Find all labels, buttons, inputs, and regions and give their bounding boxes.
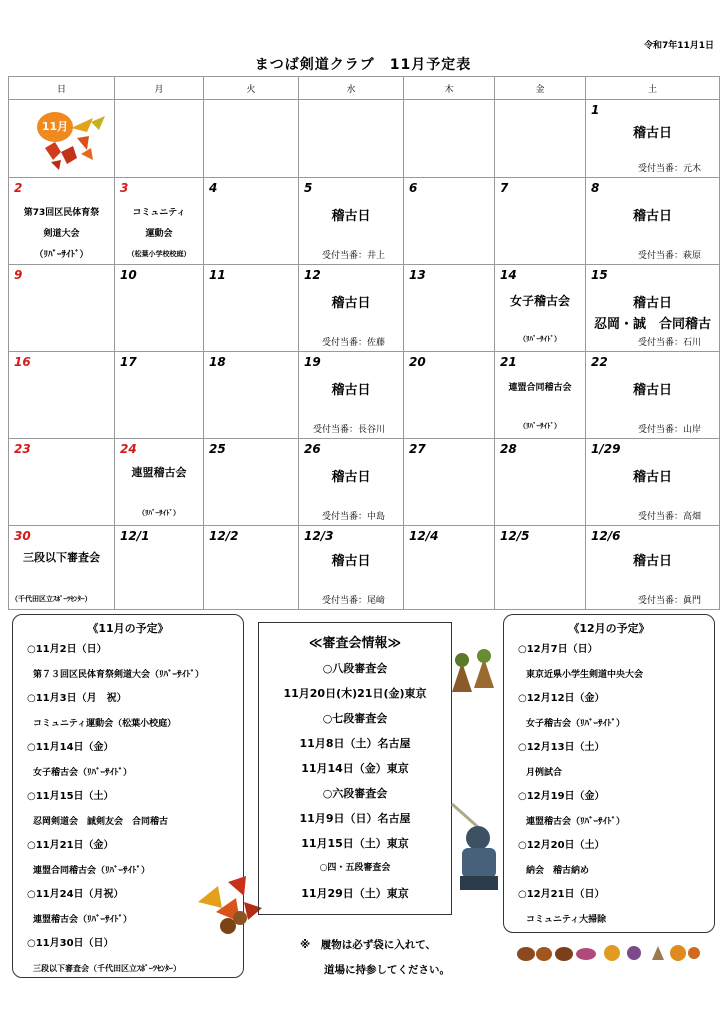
day-number: 27: [409, 442, 426, 456]
day-number: 4: [209, 181, 218, 195]
calendar-cell: [204, 265, 299, 352]
event-sub-label: （ﾘﾊﾞｰｻｲﾄﾞ）: [34, 250, 89, 260]
shinsa-line: ○六段審査会: [322, 787, 388, 800]
calendar-cell: [586, 439, 720, 526]
weekday-tue: 火: [204, 77, 299, 100]
weekday-sat: 土: [586, 77, 720, 100]
calendar-cell: [115, 526, 204, 610]
schedule-date: ○11月3日（月 祝）: [27, 693, 127, 704]
month-badge: 11月: [37, 112, 73, 142]
calendar-cell: [495, 178, 586, 265]
duty-label: 受付当番：長谷川: [312, 425, 385, 435]
duty-label: 受付当番：尾﨑: [321, 596, 385, 606]
schedule-date: ○11月24日（月祝）: [27, 889, 124, 900]
day-number: 5: [304, 181, 313, 195]
schedule-date: ○11月30日（日）: [27, 938, 114, 949]
day-number: 12/5: [500, 529, 530, 543]
autumn-leaves-chestnut-icon: [188, 872, 268, 942]
day-number: 17: [120, 355, 137, 369]
schedule-event: 連盟合同稽古会（ﾘﾊﾞｰｻｲﾄﾞ）: [33, 865, 151, 876]
calendar-cell: [586, 100, 720, 178]
event-label: 第73回区民体育祭: [23, 208, 100, 218]
day-number: 13: [409, 268, 426, 282]
event-label: 連盟合同稽古会: [508, 383, 572, 393]
day-number: 23: [14, 442, 31, 456]
day-number: 16: [14, 355, 31, 369]
week-row: [9, 100, 720, 178]
kendo-figures-icon: [442, 642, 502, 702]
day-number: 6: [409, 181, 418, 195]
calendar-cell: [204, 352, 299, 439]
event-label: 稽古日: [331, 470, 371, 485]
weekday-fri: 金: [495, 77, 586, 100]
schedule-date: ○12月20日（土）: [518, 840, 605, 851]
day-number: 15: [591, 268, 608, 282]
day-number: 25: [209, 442, 226, 456]
calendar-cell: [9, 265, 115, 352]
event-label: 稽古日: [331, 554, 371, 569]
event-sub-label: （千代田区立ｽﾎﾟｰﾂｾﾝﾀｰ）: [11, 595, 92, 603]
calendar-cell: [404, 265, 495, 352]
schedule-date: ○11月21日（金）: [27, 840, 114, 851]
schedule-event: 女子稽古会（ﾘﾊﾞｰｻｲﾄﾞ）: [526, 718, 626, 729]
weekday-thu: 木: [404, 77, 495, 100]
day-number: 12: [304, 268, 321, 282]
event-sub-label: （ﾘﾊﾞｰｻｲﾄﾞ）: [519, 335, 561, 343]
calendar-cell: [299, 352, 404, 439]
weekday-header: [9, 77, 720, 100]
calendar: [8, 76, 720, 610]
shinsa-line: 11月8日（土）名古屋: [299, 737, 411, 750]
duty-label: 受付当番：高畑: [637, 512, 701, 522]
shinsa-line: ○八段審査会: [322, 662, 388, 675]
schedule-date: ○11月2日（日）: [27, 644, 107, 655]
day-number: 7: [500, 181, 509, 195]
duty-label: 受付当番：元木: [637, 164, 701, 174]
calendar-cell: [115, 439, 204, 526]
day-number: 12/2: [209, 529, 239, 543]
week-row: [9, 178, 720, 265]
duty-label: 受付当番：佐藤: [321, 338, 385, 348]
day-number: 21: [500, 355, 517, 369]
day-number: 28: [500, 442, 517, 456]
duty-label: 受付当番：中島: [321, 512, 385, 522]
shinsa-info-scroll: [258, 622, 452, 915]
day-number: 1/29: [591, 442, 621, 456]
schedule-event: 東京近県小学生剣道中央大会: [526, 669, 644, 680]
schedule-date: ○12月19日（金）: [518, 791, 605, 802]
event-label: 三段以下審査会: [23, 551, 100, 564]
calendar-cell: [299, 178, 404, 265]
schedule-date: ○12月7日（日）: [518, 644, 598, 655]
day-number: 2: [14, 181, 23, 195]
day-number: 19: [304, 355, 321, 369]
calendar-cell: [115, 265, 204, 352]
day-number: 3: [120, 181, 129, 195]
calendar-cell: [9, 352, 115, 439]
calendar-cell: [115, 100, 204, 178]
weekday-wed: 水: [299, 77, 404, 100]
duty-label: 受付当番：萩原: [637, 251, 701, 261]
schedule-event: 連盟稽古会（ﾘﾊﾞｰｻｲﾄﾞ）: [33, 914, 133, 925]
schedule-event: 納会 稽古納め: [526, 865, 590, 876]
day-number: 26: [304, 442, 321, 456]
calendar-cell: [204, 100, 299, 178]
calendar-cell: [204, 178, 299, 265]
calendar-cell: [404, 178, 495, 265]
calendar-cell: [204, 526, 299, 610]
event-label-2: 忍岡・誠 合同稽古: [593, 317, 711, 332]
day-number: 30: [14, 529, 31, 543]
day-number: 24: [120, 442, 137, 456]
event-label: 稽古日: [632, 126, 672, 141]
kendo-player-icon: [448, 802, 508, 892]
week-row: [9, 439, 720, 526]
event-sub-label: （ﾘﾊﾞｰｻｲﾄﾞ）: [519, 422, 561, 430]
event-label: 女子稽古会: [509, 294, 570, 308]
schedule-event: 忍岡剣道会 誠剣友会 合同稽古: [33, 816, 169, 827]
calendar-cell: [299, 100, 404, 178]
autumn-harvest-icon: [512, 940, 702, 966]
schedule-event: 三段以下審査会（千代田区立ｽﾎﾟｰﾂｾﾝﾀｰ）: [33, 963, 181, 973]
duty-label: 受付当番：井上: [321, 251, 385, 261]
calendar-cell: [404, 526, 495, 610]
schedule-date: ○11月15日（土）: [27, 791, 114, 802]
event-label: 稽古日: [632, 554, 672, 569]
schedule-date: ○12月13日（土）: [518, 742, 605, 753]
december-schedule-panel: [503, 614, 715, 933]
page-title: まつば剣道クラブ 11月予定表: [254, 57, 472, 73]
calendar-cell: [404, 352, 495, 439]
day-number: 18: [209, 355, 226, 369]
day-number: 10: [120, 268, 137, 282]
calendar-cell: [495, 265, 586, 352]
shinsa-line: ○七段審査会: [322, 712, 388, 725]
event-label: 稽古日: [632, 470, 672, 485]
calendar-cell: [115, 178, 204, 265]
shinsa-line: 11月20日(木)21日(金)東京: [283, 687, 427, 700]
day-number: 12/4: [409, 529, 439, 543]
schedule-date: ○11月14日（金）: [27, 742, 114, 753]
week-row: [9, 352, 720, 439]
event-label: 稽古日: [632, 383, 672, 398]
calendar-cell: [586, 526, 720, 610]
calendar-cell: [586, 178, 720, 265]
day-number: 11: [209, 268, 226, 282]
shinsa-line: 11月29日（土）東京: [301, 887, 409, 900]
schedule-date: ○12月21日（日）: [518, 889, 605, 900]
calendar-cell: [495, 439, 586, 526]
event-sub-label: （松葉小学校校庭）: [127, 250, 191, 258]
calendar-cell: [9, 178, 115, 265]
day-number: 12/3: [304, 529, 334, 543]
event-label: 稽古日: [331, 209, 371, 224]
event-label: 剣道大会: [43, 229, 80, 239]
calendar-cell: [404, 100, 495, 178]
event-label: 稽古日: [632, 209, 672, 224]
event-label: 連盟稽古会: [131, 466, 187, 479]
calendar-cell: [404, 439, 495, 526]
calendar-cell: [204, 439, 299, 526]
shinsa-line: 11月9日（日）名古屋: [299, 812, 411, 825]
calendar-cell: [299, 265, 404, 352]
week-row: [9, 265, 720, 352]
panel-title: 《11月の予定》: [87, 622, 169, 635]
duty-label: 受付当番：石川: [637, 338, 701, 348]
month-badge-illustration: [31, 108, 111, 174]
calendar-cell: [299, 439, 404, 526]
note-line: 道場に持参してください。: [324, 964, 450, 976]
calendar-cell: [115, 352, 204, 439]
schedule-event: コミュニティ運動会（松葉小校庭）: [33, 718, 177, 729]
calendar-cell: [495, 100, 586, 178]
day-number: 20: [409, 355, 426, 369]
week-row: [9, 526, 720, 610]
calendar-cell: [9, 526, 115, 610]
calendar-cell: [586, 265, 720, 352]
schedule-event: 連盟稽古会（ﾘﾊﾞｰｻｲﾄﾞ）: [526, 816, 626, 827]
event-label: 運動会: [145, 229, 173, 239]
event-label: 稽古日: [632, 296, 672, 311]
event-label: 稽古日: [331, 296, 371, 311]
panel-title: 《12月の予定》: [568, 622, 650, 635]
duty-label: 受付当番：山岸: [637, 425, 701, 435]
autumn-leaves-icon: [31, 108, 111, 174]
shinsa-line: 11月14日（金）東京: [301, 762, 409, 775]
day-number: 9: [14, 268, 23, 282]
schedule-event: コミュニティ大掃除: [526, 914, 607, 925]
schedule-event: 女子稽古会（ﾘﾊﾞｰｻｲﾄﾞ）: [33, 767, 133, 778]
event-label: コミュニティ: [132, 208, 186, 218]
event-label: 稽古日: [331, 383, 371, 398]
shinsa-line: ○四・五段審査会: [319, 863, 391, 873]
schedule-event: 月例試合: [526, 767, 563, 778]
calendar-cell: [586, 352, 720, 439]
schedule-event: 第７３回区民体育祭剣道大会（ﾘﾊﾞｰｻｲﾄﾞ）: [33, 669, 205, 680]
weekday-sun: 日: [9, 77, 115, 100]
calendar-cell: [9, 100, 115, 178]
day-number: 14: [500, 268, 517, 282]
day-number: 22: [591, 355, 608, 369]
scroll-title: ≪審査会情報≫: [308, 636, 402, 651]
duty-label: 受付当番：眞門: [637, 596, 701, 606]
schedule-date: ○12月12日（金）: [518, 693, 605, 704]
calendar-cell: [495, 352, 586, 439]
note-line: ※ 履物は必ず袋に入れて、: [300, 939, 436, 951]
event-sub-label: （ﾘﾊﾞｰｻｲﾄﾞ）: [138, 509, 180, 517]
day-number: 8: [591, 181, 600, 195]
day-number: 12/6: [591, 529, 621, 543]
day-number: 1: [591, 103, 600, 117]
calendar-cell: [495, 526, 586, 610]
shinsa-line: 11月15日（土）東京: [301, 837, 409, 850]
issue-date: 令和7年11月1日: [643, 41, 714, 51]
day-number: 12/1: [120, 529, 150, 543]
calendar-cell: [9, 439, 115, 526]
weekday-mon: 月: [115, 77, 204, 100]
calendar-cell: [299, 526, 404, 610]
